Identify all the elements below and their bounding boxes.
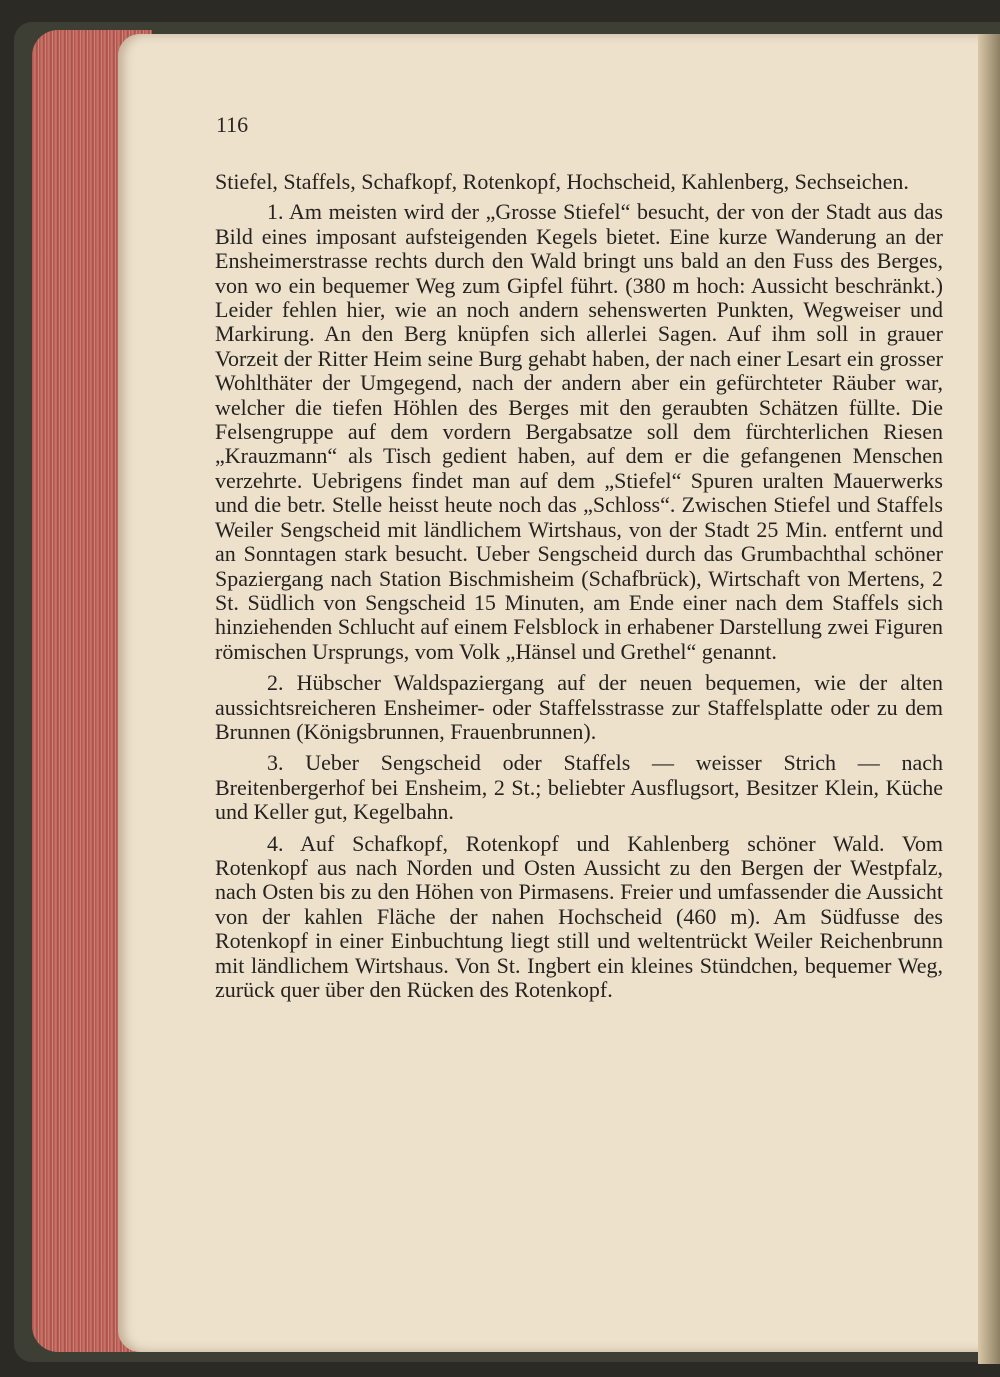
paragraph: 1. Am meisten wird der „Grosse Stiefel“ besucht, der von der Stadt aus das Bild eines imposant aufsteigenden Kegels bietet. Eine kurze Wanderung an der Ensheimerstrasse rechts durch den Wald bringt uns bald an den Fuss des Berges, von wo ein bequemer Weg zum Gipfel führt. (380 m hoch: Aussicht beschränkt.) Leider fehlen hier, wie an noch andern sehenswerten Punkten, Wegweiser und Markirung. An den Berg knüpfen sich allerlei Sagen. Auf ihm soll in grauer Vorzeit der Ritter Heim seine Burg gehabt haben, der nach einer Lesart ein grosser Wohlthäter der Umgegend, nach der andern aber ein gefürchteter Räuber war, welcher die tiefen Höhlen des Berges mit den geraubten Schätzen füllte. Die Felsengruppe auf dem vordern Bergabsatze soll dem fürchterlichen Riesen „Krauzmann“ als Tisch gedient haben, auf dem er die gefangenen Menschen verzehrte. Uebrigens findet man auf dem „Stiefel“ Spuren uralten Mauerwerks und die betr. Stelle heisst heute noch das „Schloss“. Zwischen Stiefel und Staffels Weiler Sengscheid mit ländlichem Wirtshaus, von der Stadt 25 Min. entfernt und an Sonntagen stark besucht. Ueber Sengscheid durch das Grumbachthal schöner Spaziergang nach Station Bischmisheim (Schafbrück), Wirtschaft von Mertens, 2 St. Südlich von Sengscheid 15 Minuten, am Ende einer nach dem Staffels sich hinziehenden Schlucht auf einem Felsblock in erhabener Darstellung zwei Figuren römischen Ursprungs, vom Volk „Hänsel und Grethel“ genannt. [215,199,943,664]
page-text [215,170,943,1009]
paragraph: 2. Hübscher Waldspaziergang auf der neuen bequemen, wie der alten aussichtsreicheren Ensheimer- oder Staffelsstrasse zur Staffelsplatte oder zu dem Brunnen (Königsbrunnen, Frauenbrunnen). [215,670,943,744]
paragraph: 4. Auf Schafkopf, Rotenkopf und Kahlenberg schöner Wald. Vom Rotenkopf aus nach Norden und Osten Aussicht zu den Bergen der Westpfalz, nach Osten bis zu den Höhen von Pirmasens. Freier und umfassender die Aussicht von der kahlen Fläche der nahen Hochscheid (460 m). Am Südfusse des Rotenkopf in einer Einbuchtung liegt still und weltentrückt Weiler Reichenbrunn mit ländlichem Wirtshaus. Von St. Ingbert ein kleines Stündchen, bequemer Weg, zurück quer über den Rücken des Rotenkopf. [215,830,943,1002]
paragraph: 3. Ueber Sengscheid oder Staffels — weisser Strich — nach Breitenbergerhof bei Ensheim, 2 St.; beliebter Ausflugsort, Besitzer Klein, Küche und Keller gut, Kegelbahn. [215,750,943,825]
page-number: 116 [216,112,249,137]
paragraph: Stiefel, Staffels, Schafkopf, Rotenkopf, Hochscheid, Kahlenberg, Sechseichen. [215,169,909,194]
facing-page-edge [978,34,1000,1364]
